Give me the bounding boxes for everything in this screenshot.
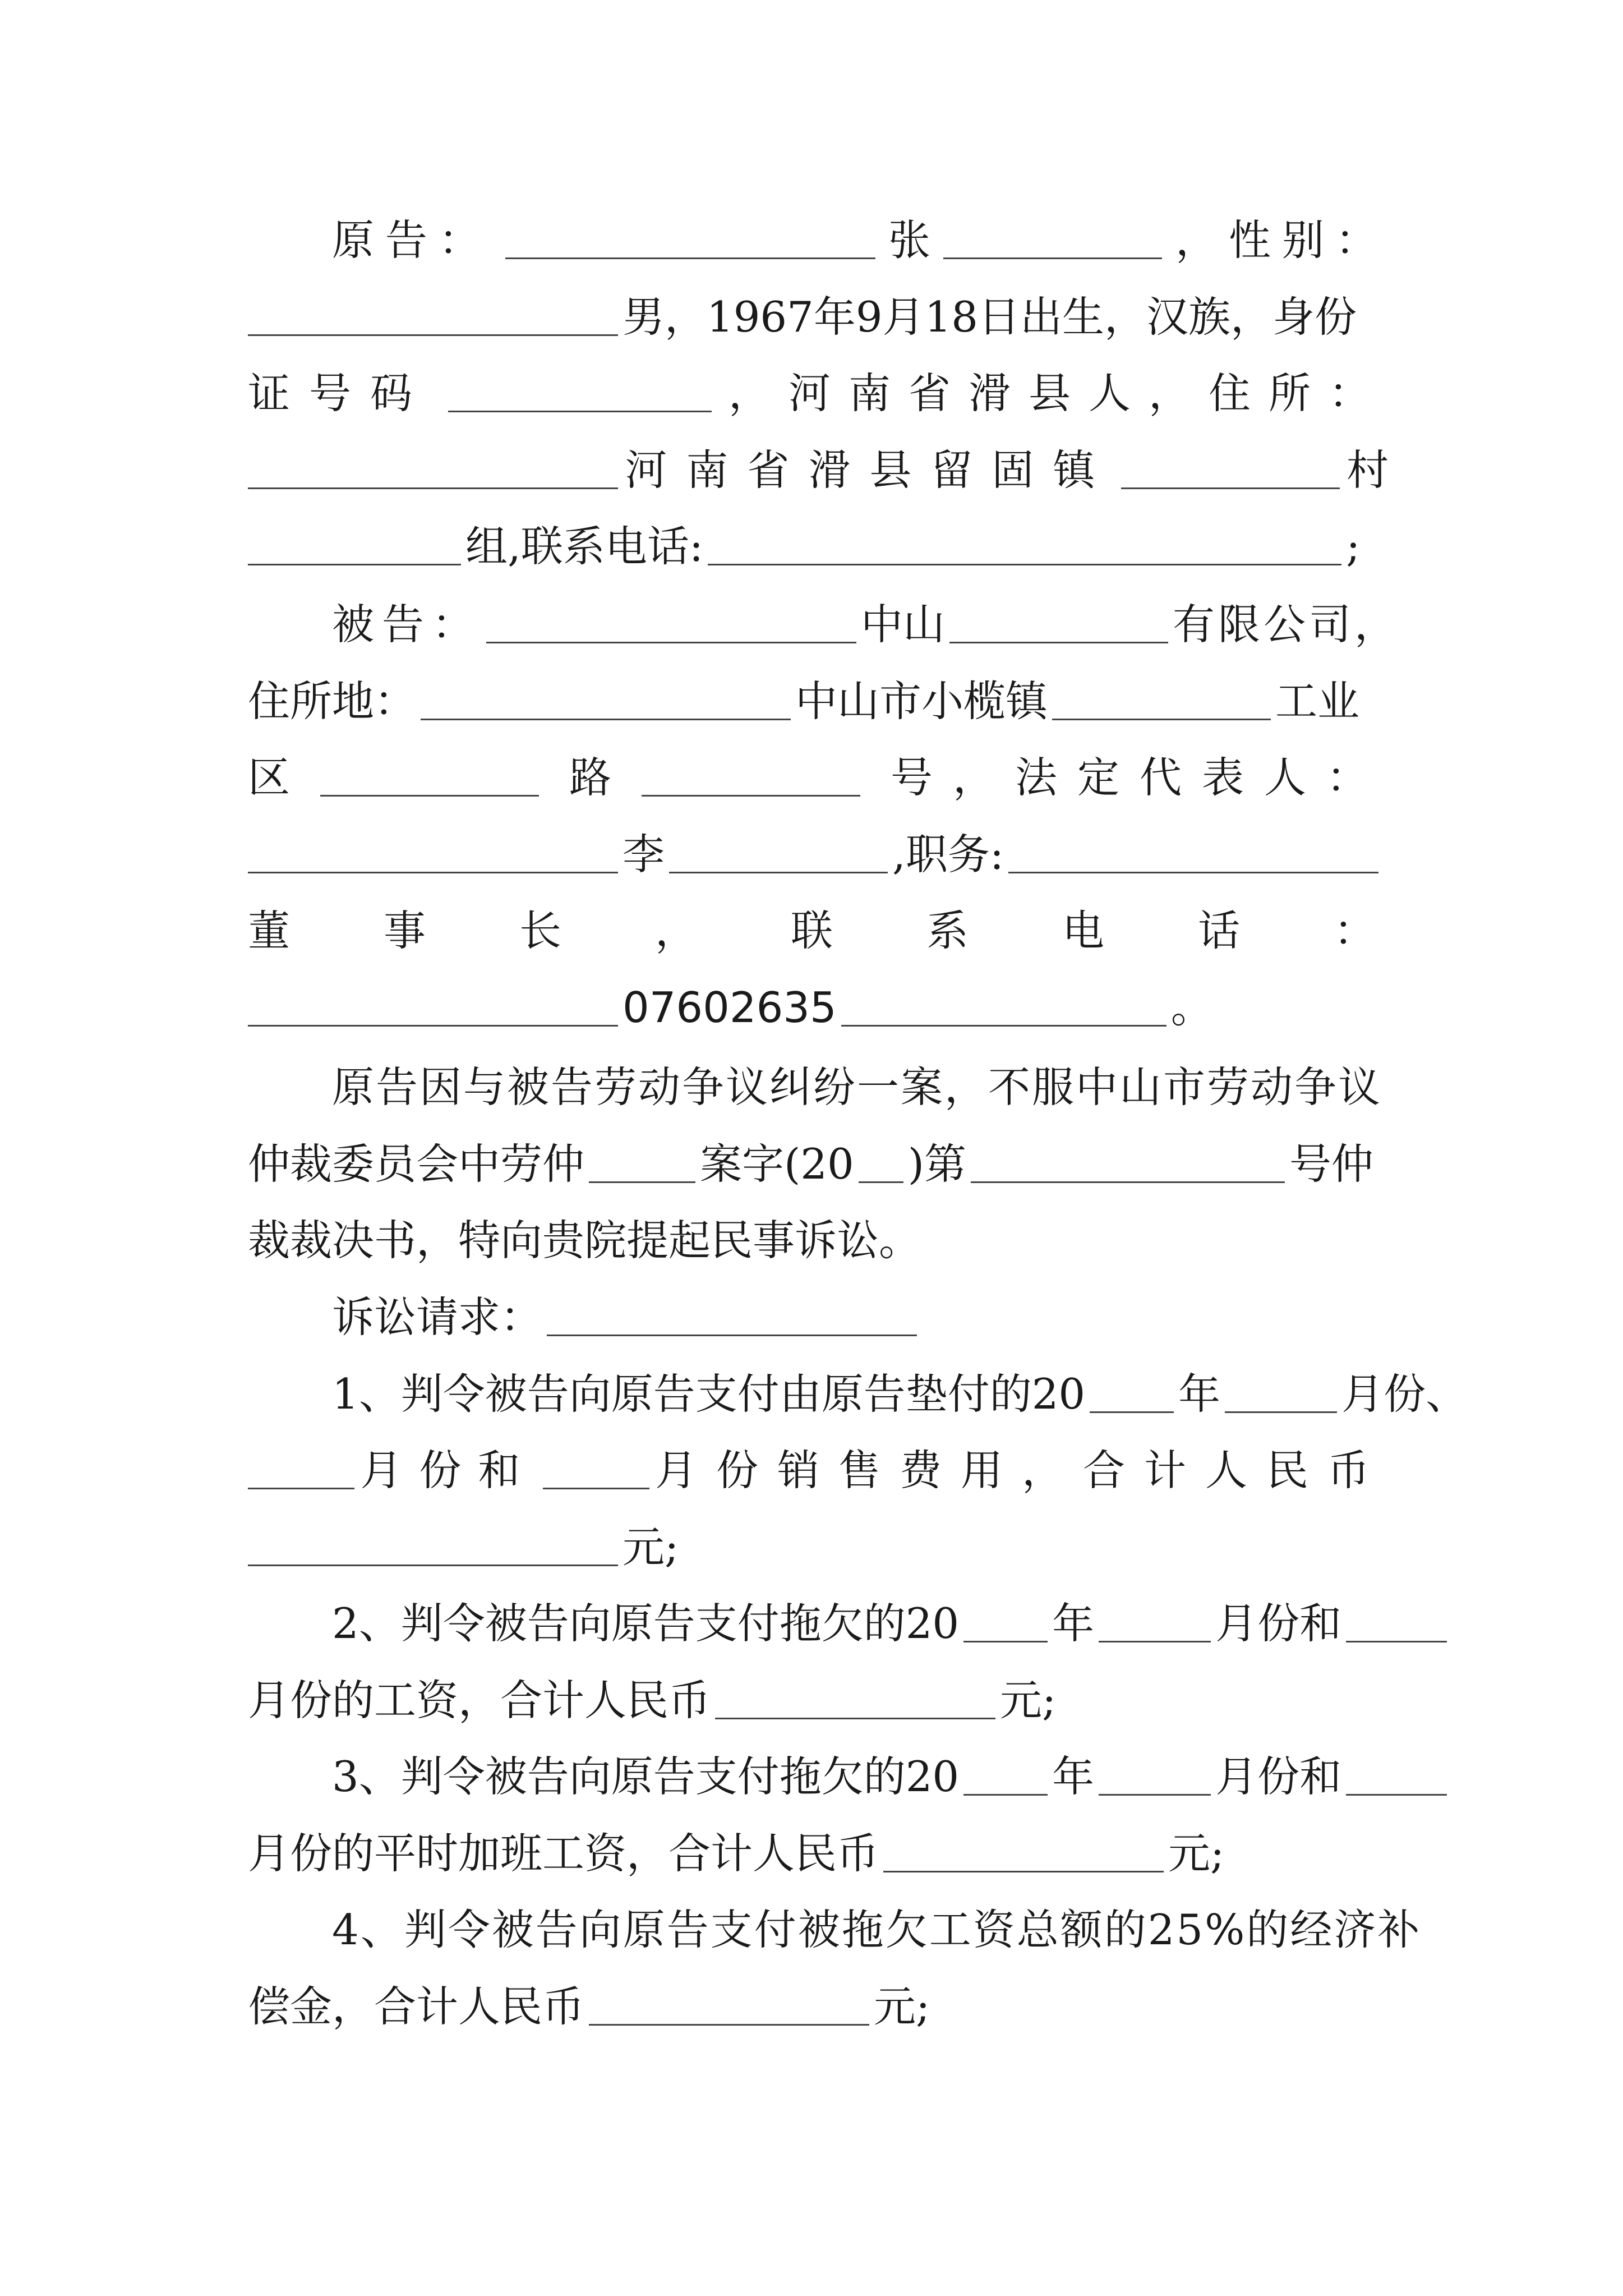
plaintiff-label: 原告： (332, 215, 492, 265)
claims-heading-line (248, 1279, 1389, 1356)
claim-3-line-1 (248, 1738, 1389, 1815)
defendant-line-3 (248, 739, 1389, 816)
intro-text-2d: 号仲 (1289, 1139, 1373, 1189)
fill-blank (1121, 476, 1340, 489)
fill-blank (963, 1783, 1048, 1796)
intro-text-2a: 仲裁委员会中劳仲 (248, 1139, 585, 1189)
claim-2-text-2a: 月份的工资，合计人民币 (248, 1675, 711, 1725)
origin-text: ，河南省滑县人，住所： (728, 369, 1389, 418)
position-line: 董事长，联系电话： (248, 906, 1470, 955)
id-label: 证号码 (248, 369, 432, 418)
fill-blank (486, 631, 856, 643)
intro-paragraph (248, 1049, 1389, 1279)
claim-1-text-c: 月份、 (1341, 1369, 1468, 1419)
defendant-section (248, 586, 1470, 1046)
defendant-line-4 (248, 816, 1389, 893)
fill-blank (248, 476, 618, 489)
plaintiff-surname: 张 (888, 215, 930, 265)
claim-1-text-2b: 月份销售费用，合计人民币 (654, 1446, 1389, 1495)
fill-blank (448, 399, 712, 412)
claim-1-text-b: 年 (1178, 1369, 1221, 1419)
claim-3-text-2a: 月份的平时加班工资，合计人民币 (248, 1828, 879, 1878)
fill-blank (421, 707, 791, 720)
fill-blank (1008, 861, 1378, 873)
defendant-address: 中山市小榄镇 (795, 676, 1048, 726)
road-text: 路 (569, 753, 611, 802)
plaintiff-line-3 (248, 355, 1389, 432)
industrial-text: 工业 (1275, 676, 1360, 726)
claim-2-text-b: 年 (1052, 1599, 1095, 1648)
number-rep-text: 号，法定代表人： (890, 753, 1389, 802)
claim-2-text-c: 月份和 (1215, 1599, 1342, 1648)
fill-blank (971, 1170, 1285, 1183)
intro-text-3: 裁裁决书，特向贵院提起民事诉讼。 (248, 1216, 921, 1265)
claims-section (248, 1279, 1468, 2045)
claim-3-text-c: 月份和 (1215, 1752, 1342, 1801)
fill-blank (1052, 707, 1271, 720)
claim-4-line-2 (248, 1968, 1389, 2045)
fill-blank (642, 784, 860, 797)
plaintiff-line-2 (248, 279, 1389, 356)
defendant-city: 中山 (861, 600, 946, 649)
claim-3-text-b: 年 (1052, 1752, 1095, 1801)
gender-label: ，性别： (1175, 215, 1389, 265)
claim-4-text-1: 4、判令被告向原告支付被拖欠工资总额的25%的经济补 (332, 1905, 1422, 1954)
claim-1-text-2: 月份和 (360, 1446, 537, 1495)
fill-blank (543, 1476, 649, 1489)
claim-3-text-2b: 元; (1168, 1828, 1225, 1878)
claim-2-text-2b: 元; (1000, 1675, 1057, 1725)
fill-blank (1346, 1630, 1447, 1642)
fill-blank (320, 784, 539, 797)
defendant-line-5 (248, 892, 1470, 969)
fill-blank (715, 1706, 995, 1719)
fill-blank (1099, 1783, 1211, 1796)
fill-blank (1225, 1400, 1337, 1413)
claim-1-text-3: 元; (623, 1522, 679, 1572)
fill-blank (589, 1170, 695, 1183)
claim-1-text-a: 1、判令被告向原告支付由原告垫付的20 (332, 1369, 1086, 1419)
intro-line-1 (248, 1049, 1389, 1126)
fill-blank (248, 861, 618, 873)
district-text: 区 (248, 753, 291, 802)
claim-1-line-1 (248, 1356, 1468, 1433)
defendant-phone: 07602635 (623, 982, 837, 1032)
fill-blank (708, 553, 1341, 565)
plaintiff-birth: 男，1967年9月18日出生，汉族，身份 (623, 292, 1357, 342)
fill-blank (248, 1476, 354, 1489)
fill-blank (841, 1014, 1166, 1027)
position-label: ,职务: (892, 829, 1004, 879)
plaintiff-address: 河南省滑县留固镇 (625, 445, 1114, 495)
fill-blank (248, 1014, 618, 1027)
claim-2-line-2 (248, 1662, 1389, 1739)
claim-1-line-2 (248, 1432, 1389, 1509)
fill-blank (943, 246, 1162, 259)
defendant-line-2 (248, 663, 1389, 740)
plaintiff-line-4 (248, 432, 1389, 509)
company-suffix: 有限公司， (1173, 600, 1400, 649)
fill-blank (248, 323, 618, 336)
intro-text-2c: )第 (907, 1139, 966, 1189)
village-text: 村 (1346, 445, 1389, 495)
claim-4-text-2b: 元; (874, 1981, 930, 2031)
claim-1-line-3 (248, 1509, 1389, 1586)
claims-heading: 诉讼请求： (332, 1292, 543, 1342)
defendant-line-1 (248, 586, 1400, 663)
fill-blank (669, 861, 888, 873)
intro-text-1: 原告因与被告劳动争议纠纷一案，不服中山市劳动争议 (332, 1062, 1382, 1112)
fill-blank (949, 631, 1168, 643)
plaintiff-line-1 (248, 202, 1389, 279)
period: 。 (1170, 982, 1213, 1032)
fill-blank (248, 1553, 618, 1566)
fill-blank (547, 1323, 917, 1336)
semicolon: ; (1346, 522, 1361, 571)
address-label: 住所地： (248, 676, 417, 726)
intro-line-2 (248, 1126, 1389, 1203)
fill-blank (859, 1170, 903, 1183)
contact-label: 组,联系电话: (465, 522, 704, 571)
claim-4-text-2a: 偿金，合计人民币 (248, 1981, 585, 2031)
fill-blank (505, 246, 875, 259)
fill-blank (963, 1630, 1048, 1642)
claim-2-line-1 (248, 1585, 1389, 1662)
fill-blank (883, 1860, 1164, 1872)
claim-3-line-2 (248, 1815, 1389, 1892)
defendant-line-6 (248, 969, 1389, 1046)
defendant-label: 被告： (332, 600, 482, 649)
intro-line-3 (248, 1202, 1389, 1279)
intro-text-2b: 案字(20 (700, 1139, 854, 1189)
fill-blank (248, 553, 461, 565)
plaintiff-section (248, 202, 1389, 585)
rep-surname: 李 (623, 829, 665, 879)
fill-blank (1346, 1783, 1447, 1796)
claim-3-text-a: 3、判令被告向原告支付拖欠的20 (332, 1752, 960, 1801)
claim-2-text-a: 2、判令被告向原告支付拖欠的20 (332, 1599, 960, 1648)
plaintiff-line-5 (248, 508, 1389, 585)
fill-blank (1090, 1400, 1174, 1413)
fill-blank (1099, 1630, 1211, 1642)
claim-4-line-1 (248, 1892, 1422, 1968)
fill-blank (589, 2013, 869, 2026)
